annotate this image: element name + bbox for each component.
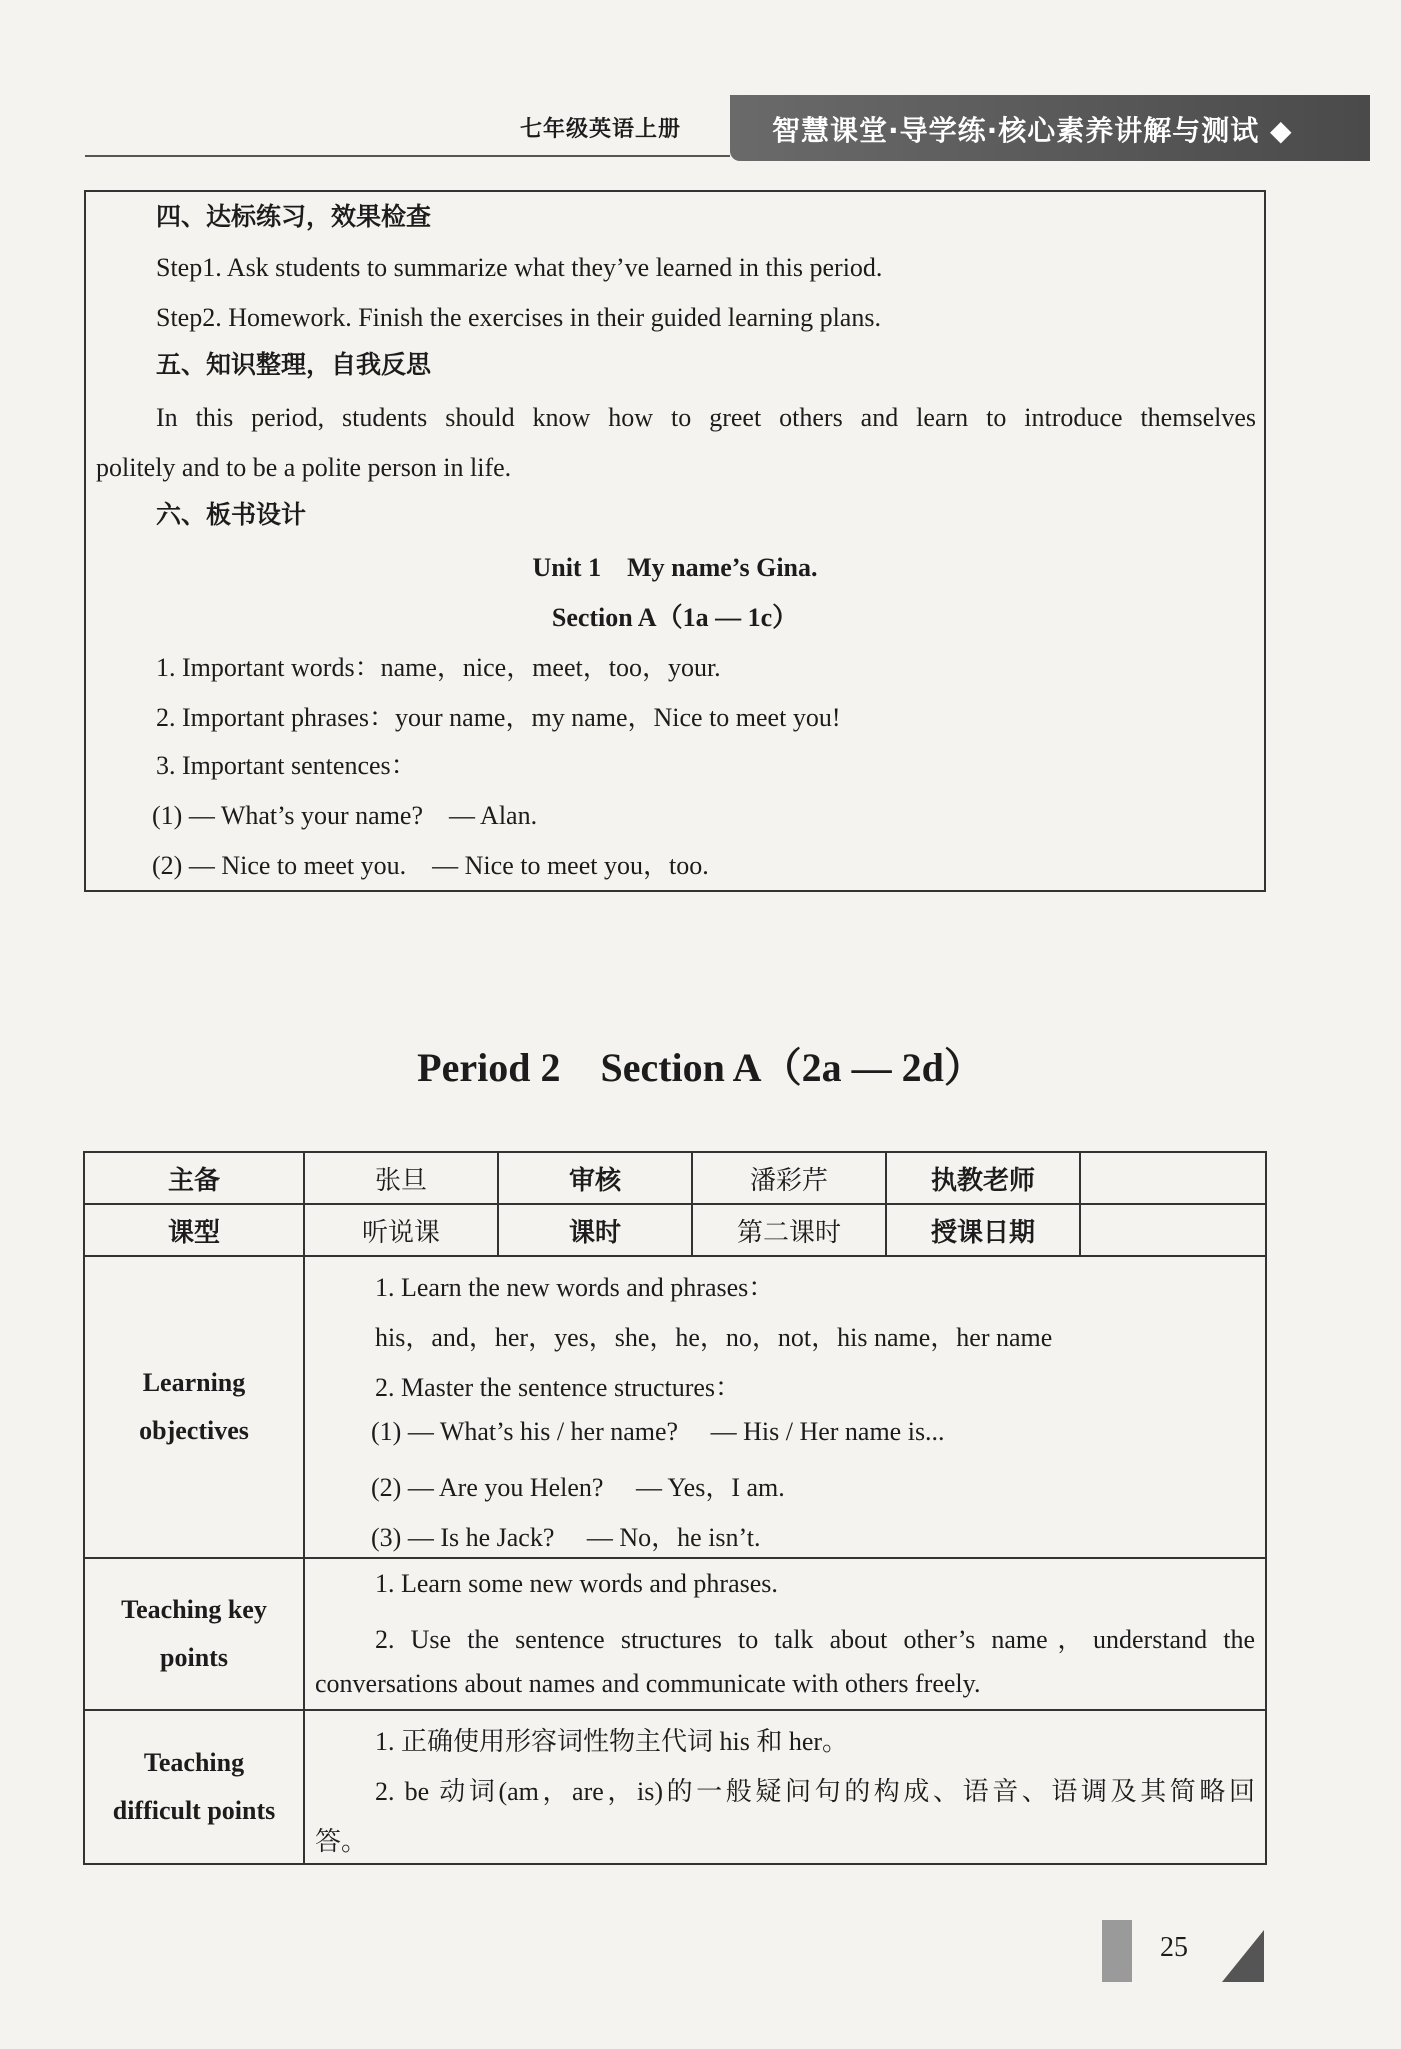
objective-line: (1) — What’s his / her name? — His / Her name is... bbox=[371, 1417, 945, 1446]
board-unit-title: Unit 1 My name’s Gina. bbox=[532, 553, 818, 582]
step-1: Step1. Ask students to summarize what they’ve learned in this period. bbox=[156, 253, 883, 282]
difficult-point-line: 1. 正确使用形容词性物主代词 his 和 her。 bbox=[375, 1727, 849, 1756]
important-words: 1. Important words：name，nice，meet，too，your. bbox=[156, 653, 721, 682]
lesson-plan-table bbox=[83, 1151, 1267, 1865]
cell-period-label: 课时 bbox=[498, 1204, 692, 1256]
section-6-heading: 六、板书设计 bbox=[156, 500, 307, 529]
objective-line: (2) — Are you Helen? — Yes，I am. bbox=[371, 1473, 785, 1502]
header-divider bbox=[85, 155, 730, 157]
section-4-heading: 四、达标练习，效果检查 bbox=[156, 202, 432, 231]
table-row bbox=[84, 1204, 1266, 1256]
difficult-points-label bbox=[84, 1710, 304, 1864]
book-title: 七年级英语上册 bbox=[520, 116, 682, 141]
cell-reviewer-label: 审核 bbox=[498, 1152, 692, 1204]
difficult-point-line: 2. be 动词(am，are，is)的一般疑问句的构成、语音、语调及其简略回 bbox=[375, 1777, 1255, 1806]
objective-line: 2. Master the sentence structures： bbox=[375, 1373, 742, 1402]
objectives-label-line-1: Learning bbox=[142, 1367, 246, 1397]
reflection-line-2: politely and to be a polite person in life. bbox=[96, 453, 512, 482]
key-points-content bbox=[304, 1558, 1266, 1710]
table-row bbox=[84, 1558, 1266, 1710]
objectives-label bbox=[84, 1256, 304, 1558]
reflection-line-1: In this period, students should know how to greet others and learn to introduce themselves bbox=[156, 403, 1256, 432]
key-points-label-line-2: points bbox=[160, 1643, 228, 1672]
series-banner bbox=[730, 95, 1370, 161]
key-points-label bbox=[84, 1558, 304, 1710]
step-2: Step2. Homework. Finish the exercises in their guided learning plans. bbox=[156, 303, 881, 332]
page-number-bar bbox=[1102, 1920, 1132, 1982]
difficult-point-line: 答。 bbox=[315, 1827, 368, 1856]
corner-triangle-icon bbox=[1222, 1930, 1264, 1982]
sentence-2: (2) — Nice to meet you. — Nice to meet you，too. bbox=[152, 851, 709, 880]
table-row bbox=[84, 1152, 1266, 1204]
table-row bbox=[84, 1710, 1266, 1864]
key-points-label-line-1: Teaching key bbox=[121, 1594, 267, 1624]
cell-preparer-label: 主备 bbox=[84, 1152, 304, 1204]
objectives-content bbox=[304, 1256, 1266, 1558]
cell-preparer: 张旦 bbox=[304, 1152, 498, 1204]
key-point-line: conversations about names and communicate with others freely. bbox=[315, 1669, 981, 1698]
important-sentences-label: 3. Important sentences： bbox=[156, 751, 417, 780]
cell-teacher bbox=[1080, 1152, 1266, 1204]
series-title: 智慧课堂·导学练·核心素养讲解与测试 ◆ bbox=[772, 114, 1293, 147]
objective-line: his，and，her，yes，she，he，no，not，his name，her name bbox=[375, 1323, 1053, 1352]
page-number: 25 bbox=[1160, 1932, 1188, 1963]
section-5-heading: 五、知识整理，自我反思 bbox=[156, 350, 432, 379]
board-section-title: Section A（1a — 1c） bbox=[551, 603, 799, 632]
difficult-points-label-line-2: difficult points bbox=[112, 1796, 276, 1825]
cell-reviewer: 潘彩芹 bbox=[692, 1152, 886, 1204]
cell-period: 第二课时 bbox=[692, 1204, 886, 1256]
cell-lesson-type: 听说课 bbox=[304, 1204, 498, 1256]
cell-date-label: 授课日期 bbox=[886, 1204, 1080, 1256]
key-point-line: 1. Learn some new words and phrases. bbox=[375, 1569, 778, 1598]
objective-line: (3) — Is he Jack? — No，he isn’t. bbox=[371, 1523, 761, 1552]
objective-line: 1. Learn the new words and phrases： bbox=[375, 1273, 775, 1302]
objectives-label-line-2: objectives bbox=[139, 1416, 249, 1445]
cell-date bbox=[1080, 1204, 1266, 1256]
important-phrases: 2. Important phrases：your name，my name，Nice to meet you! bbox=[156, 703, 841, 732]
sentence-1: (1) — What’s your name? — Alan. bbox=[152, 801, 538, 830]
period-title: Period 2 Section A（2a — 2d） bbox=[417, 1045, 984, 1090]
difficult-points-content bbox=[304, 1710, 1266, 1864]
difficult-points-label-line-1: Teaching bbox=[143, 1747, 245, 1777]
key-point-line: 2. Use the sentence structures to talk about other’s name，understand the bbox=[375, 1625, 1255, 1654]
table-row bbox=[84, 1256, 1266, 1558]
cell-teacher-label: 执教老师 bbox=[886, 1152, 1080, 1204]
cell-lesson-type-label: 课型 bbox=[84, 1204, 304, 1256]
summary-box bbox=[84, 190, 1266, 892]
